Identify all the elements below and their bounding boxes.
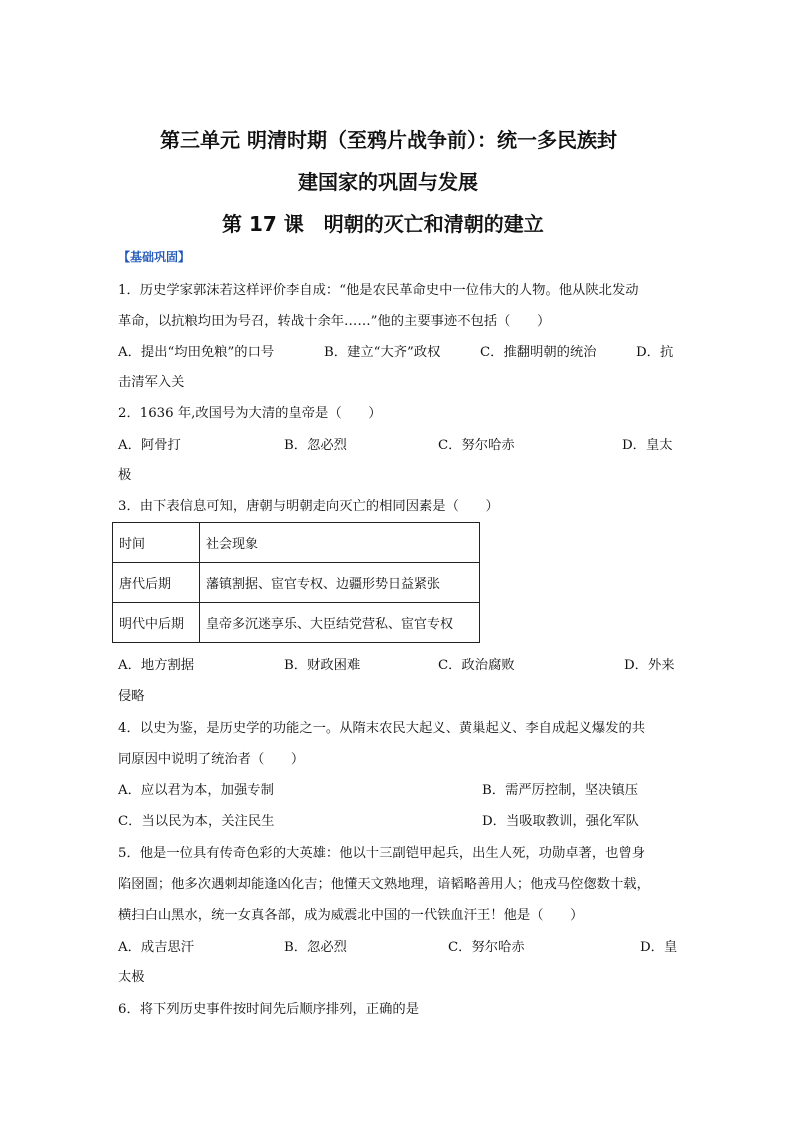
unit-title-line1: 第三单元 明清时期（至鸦片战争前）：统一多民族封 <box>160 128 617 152</box>
q3-option-c: C．政治腐败 <box>438 658 515 673</box>
q5-line2: 陷囹圄；他多次遇刺却能逢凶化吉；他懂天文熟地理，谙韬略善用人；他戎马倥偬数十载， <box>118 877 650 892</box>
table-row <box>113 603 480 643</box>
q5-option-b: B．忽必烈 <box>284 940 347 955</box>
q4-option-c: C．当以民为本，关注民生 <box>118 814 275 829</box>
q1-line1: 1．历史学家郭沫若这样评价李自成：“他是农民革命史中一位伟大的人物。他从陕北发动 <box>118 283 639 298</box>
table-cell: 社会现象 <box>200 523 480 563</box>
q4-option-a: A．应以君为本，加强专制 <box>118 783 274 798</box>
q3-line1: 3．由下表信息可知，唐朝与明朝走向灭亡的相同因素是（ ） <box>118 499 499 514</box>
q2-option-a: A．阿骨打 <box>118 438 181 453</box>
table-cell: 皇帝多沉迷享乐、大臣结党营私、宦官专权 <box>200 603 480 643</box>
q2-option-b: B．忽必烈 <box>284 438 347 453</box>
q5-line3: 横扫白山黑水，统一女真各部，成为威震北中国的一代铁血汗王！他是（ ） <box>118 908 584 923</box>
section-label: 【基础巩固】 <box>118 250 191 264</box>
q2-options <box>118 437 678 455</box>
q1-line2: 革命，以抗粮均田为号召，转战十余年……”他的主要事迹不包括（ ） <box>118 314 551 329</box>
q3-options <box>118 657 678 675</box>
q5-option-wrap: 太极 <box>118 970 145 985</box>
q2-line1: 2．1636 年,改国号为大清的皇帝是（ ） <box>118 406 382 421</box>
q1-option-a: A．提出“均田免粮”的口号 <box>118 345 275 360</box>
lesson-title: 第 17 课 明朝的灭亡和清朝的建立 <box>222 212 544 236</box>
unit-title-line2: 建国家的巩固与发展 <box>298 170 478 194</box>
table-row <box>113 523 480 563</box>
q3-option-wrap: 侵略 <box>118 689 145 704</box>
q1-option-wrap: 击清军入关 <box>118 375 185 390</box>
table-row <box>113 563 480 603</box>
q5-option-a: A．成吉思汗 <box>118 940 195 955</box>
q4-options-row1 <box>118 782 678 800</box>
q4-line1: 4．以史为鉴，是历史学的功能之一。从隋末农民大起义、黄巢起义、李自成起义爆发的共 <box>118 721 646 736</box>
q1-options <box>118 344 678 362</box>
table-cell: 藩镇割据、宦官专权、边疆形势日益紧张 <box>200 563 480 603</box>
table-cell: 时间 <box>113 523 200 563</box>
q4-options-row2 <box>118 813 678 831</box>
table-cell: 唐代后期 <box>113 563 200 603</box>
q5-option-d: D．皇 <box>640 940 678 955</box>
q2-option-d: D．皇太 <box>622 438 673 453</box>
q4-option-b: B．需严厉控制，坚决镇压 <box>482 783 639 798</box>
q5-options <box>118 939 678 957</box>
q1-option-b: B．建立“大齐”政权 <box>324 345 441 360</box>
q4-line2: 同原因中说明了统治者（ ） <box>118 752 305 767</box>
q3-table <box>112 522 480 643</box>
q3-option-b: B．财政困难 <box>284 658 361 673</box>
q4-option-d: D．当吸取教训，强化军队 <box>482 814 639 829</box>
q1-option-d: D．抗 <box>636 345 674 360</box>
q3-option-a: A．地方割据 <box>118 658 195 673</box>
q6-line1: 6．将下列历史事件按时间先后顺序排列，正确的是 <box>118 1002 419 1017</box>
q2-option-c: C．努尔哈赤 <box>438 438 515 453</box>
q5-line1: 5．他是一位具有传奇色彩的大英雄：他以十三副铠甲起兵，出生人死，功勋卓著，也曾身 <box>118 846 646 861</box>
q3-option-d: D．外来 <box>624 658 675 673</box>
table-cell: 明代中后期 <box>113 603 200 643</box>
q1-option-c: C．推翻明朝的统治 <box>480 345 597 360</box>
q5-option-c: C．努尔哈赤 <box>448 940 525 955</box>
q2-option-wrap: 极 <box>118 468 132 483</box>
